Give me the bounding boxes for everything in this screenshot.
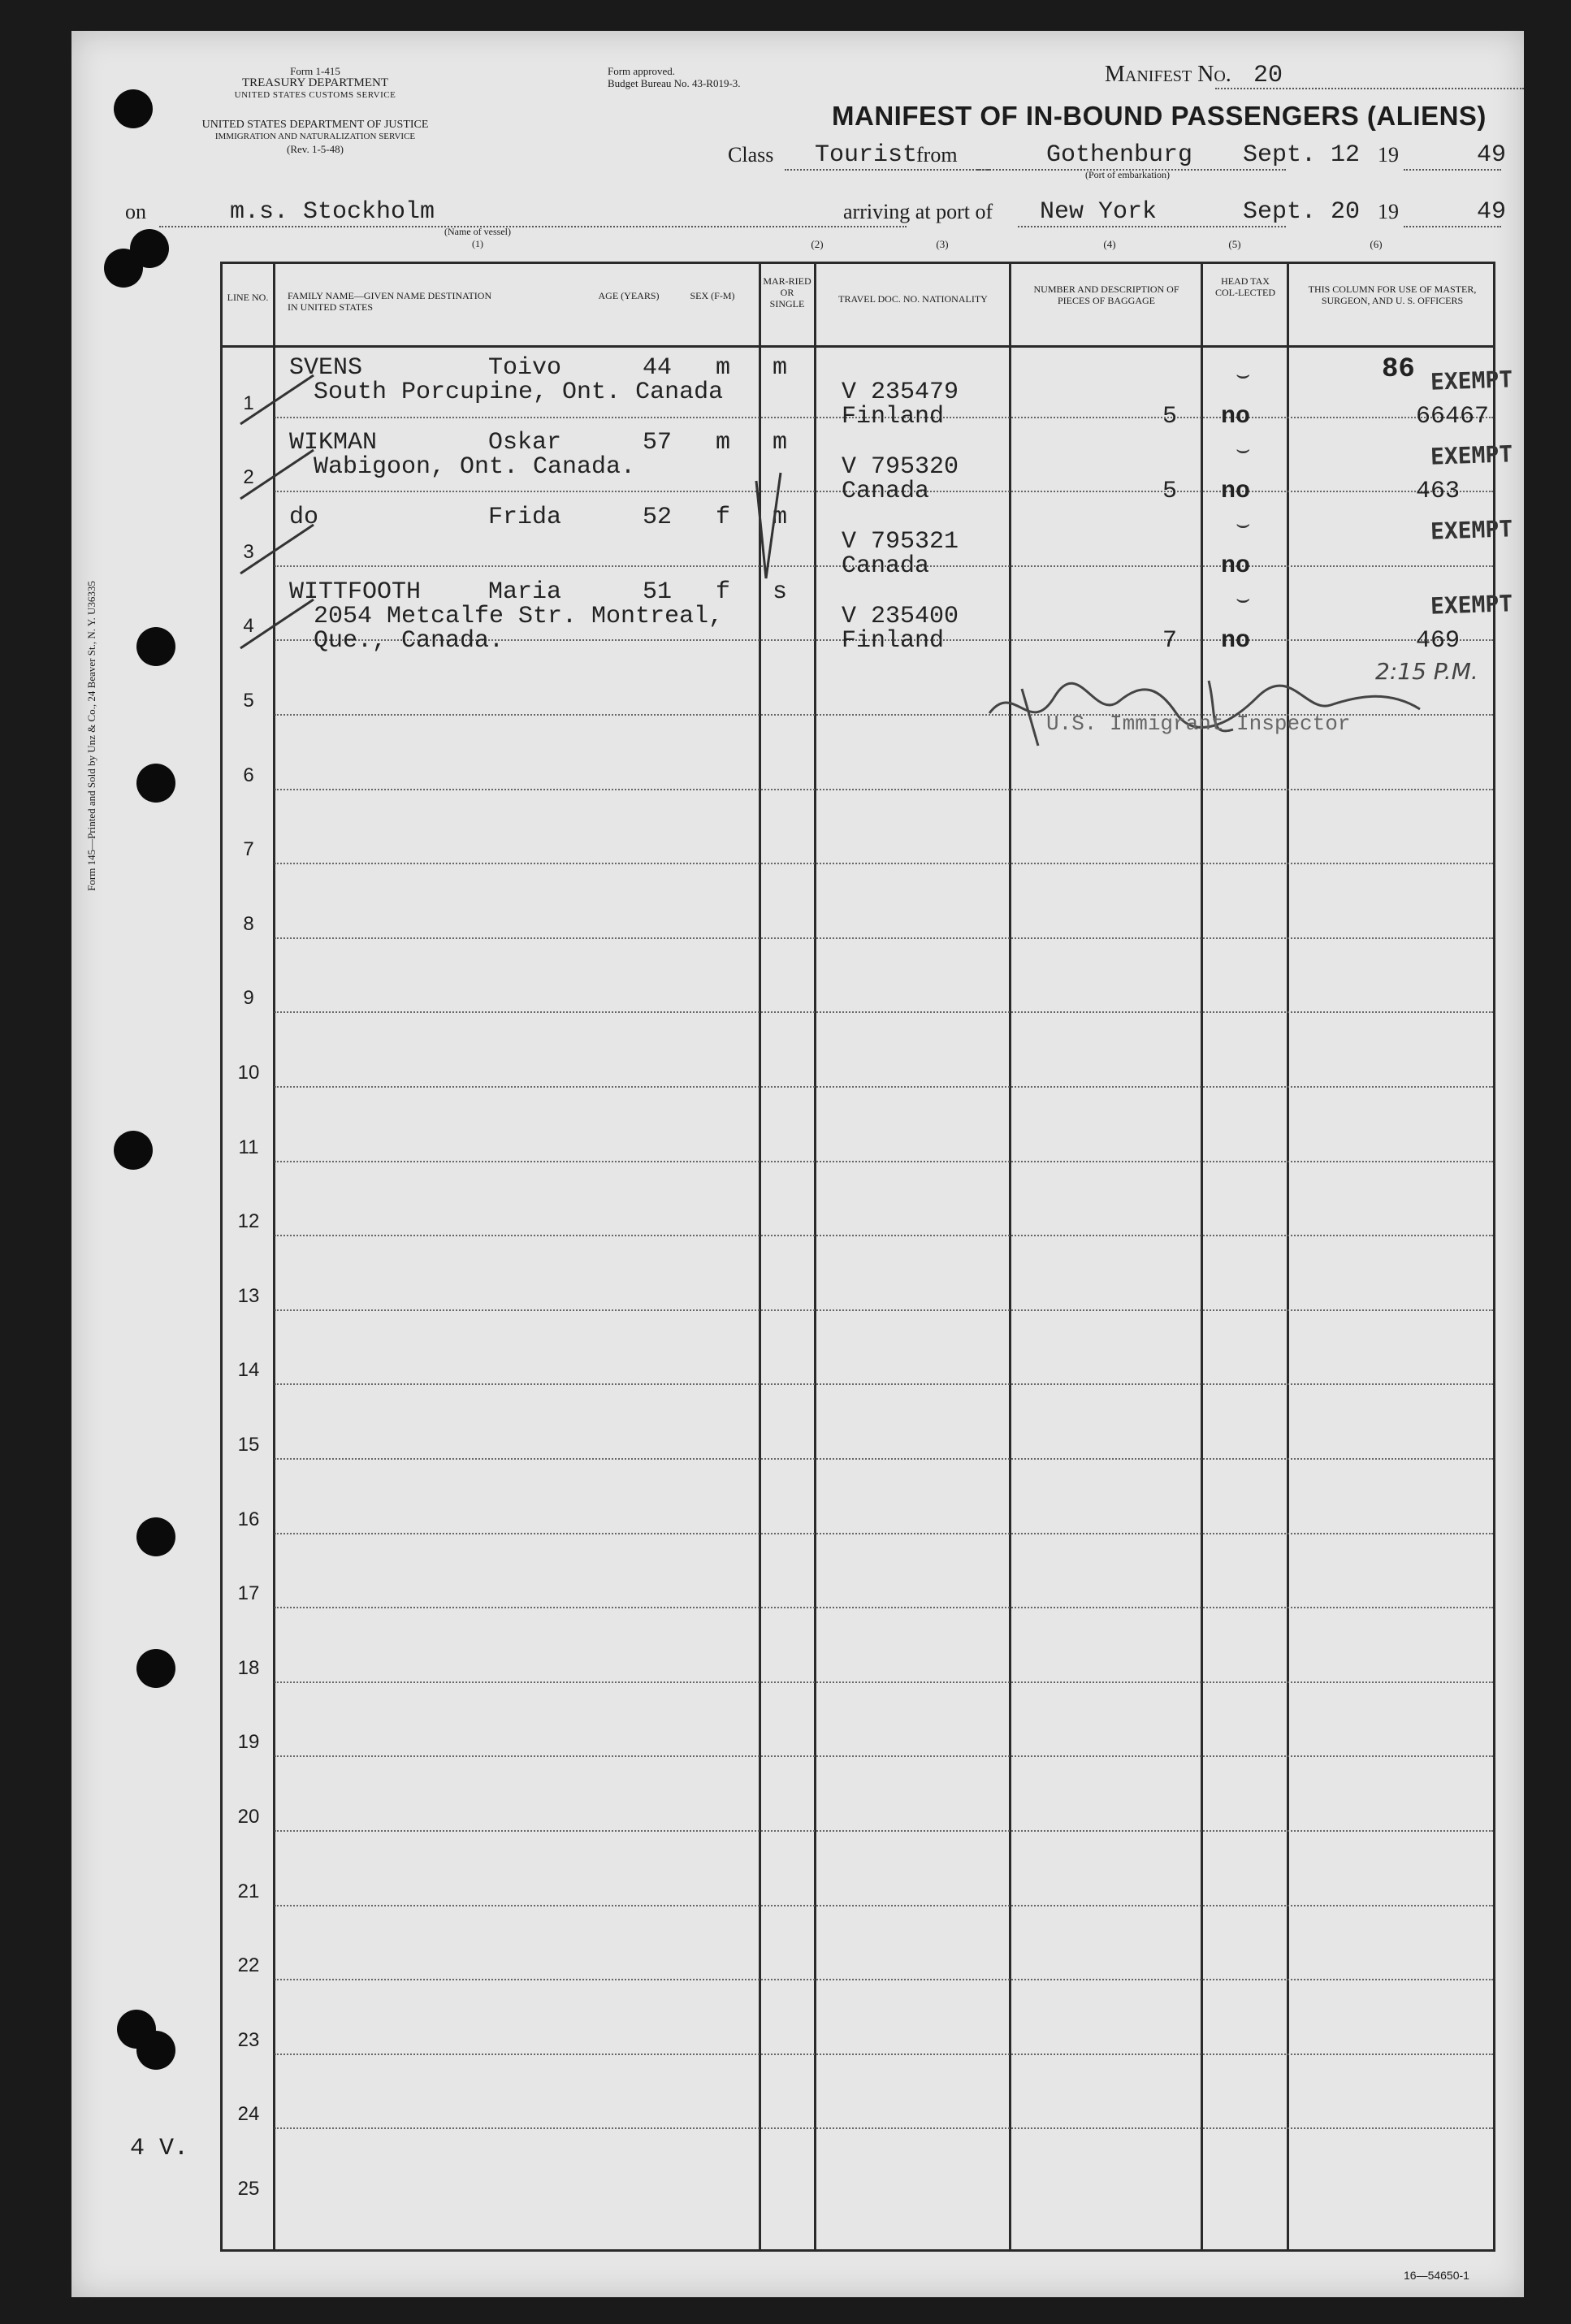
row-guide-line bbox=[275, 1755, 1493, 1757]
age: 52 bbox=[643, 504, 673, 531]
given-name: Oskar bbox=[488, 429, 562, 457]
line-number: 24 bbox=[237, 2103, 260, 2126]
check-mark: ⌣ bbox=[1236, 586, 1251, 612]
sex: f bbox=[716, 504, 731, 531]
tick-mark bbox=[240, 375, 314, 424]
entry-tick-marks bbox=[236, 343, 399, 716]
sex: m bbox=[716, 429, 731, 457]
officer-note: 66467 bbox=[1416, 403, 1490, 431]
travel-doc-number: V 795321 bbox=[842, 528, 959, 556]
class-value: Tourist bbox=[815, 141, 918, 169]
line-number: 2 bbox=[243, 466, 254, 489]
line-number: 9 bbox=[243, 987, 254, 1010]
officer-note: 463 bbox=[1416, 478, 1461, 505]
line-number: 21 bbox=[237, 1880, 260, 1902]
header-name: FAMILY NAME—GIVEN NAME DESTINATION IN UNITED STATES bbox=[288, 290, 492, 313]
destination: 2054 Metcalfe Str. Montreal, bbox=[314, 603, 724, 630]
row-guide-line bbox=[275, 1235, 1493, 1236]
destination: South Porcupine, Ont. Canada bbox=[314, 379, 724, 406]
exempt-stamp: EXEMPT bbox=[1430, 440, 1513, 470]
line-number: 14 bbox=[237, 1359, 260, 1382]
given-name: Maria bbox=[488, 578, 562, 606]
binder-hole bbox=[136, 764, 175, 803]
header-age: AGE (YEARS) bbox=[598, 290, 660, 301]
on-label: on bbox=[125, 200, 146, 223]
line-number: 1 bbox=[243, 392, 254, 414]
line-number: 13 bbox=[237, 1284, 260, 1307]
line-number: 11 bbox=[238, 1136, 259, 1158]
column-number-4: (4) bbox=[1103, 238, 1116, 250]
family-name: WIKMAN bbox=[289, 429, 378, 457]
marital-status: m bbox=[773, 429, 788, 457]
row-guide-line bbox=[275, 1607, 1493, 1608]
arrival-year: 49 bbox=[1477, 198, 1507, 226]
arriving-label: arriving at port of bbox=[843, 200, 993, 223]
line-number: 17 bbox=[237, 1582, 260, 1605]
header-married: MAR-RIED OR SINGLE bbox=[763, 275, 811, 309]
row-guide-line bbox=[275, 1533, 1493, 1534]
line-number: 4 bbox=[243, 615, 254, 638]
form-number: Form 1-415 bbox=[290, 65, 340, 77]
line-number: 12 bbox=[237, 1210, 260, 1233]
age-annotation-mark bbox=[748, 465, 797, 595]
header-line-no: LINE NO. bbox=[227, 292, 269, 303]
destination-line-2: Que., Canada. bbox=[314, 627, 504, 655]
row-guide-line bbox=[275, 1458, 1493, 1460]
row-guide-line bbox=[275, 1086, 1493, 1088]
line-number: 3 bbox=[243, 540, 254, 563]
depart-year: 49 bbox=[1477, 141, 1507, 169]
row-guide-line bbox=[275, 1681, 1493, 1683]
revision-label: (Rev. 1-5-48) bbox=[287, 143, 344, 155]
baggage-count: 5 bbox=[1162, 478, 1178, 505]
line-number: 8 bbox=[243, 912, 254, 935]
vessel-name: m.s. Stockholm bbox=[230, 198, 435, 226]
line-number: 5 bbox=[243, 690, 254, 712]
header-travel-doc: TRAVEL DOC. NO. NATIONALITY bbox=[838, 293, 988, 305]
exempt-stamp: EXEMPT bbox=[1430, 366, 1513, 396]
nationality: Canada bbox=[842, 478, 930, 505]
sex: f bbox=[716, 578, 731, 606]
ins-label: IMMIGRATION AND NATURALIZATION SERVICE bbox=[214, 132, 416, 141]
arrival-year-line bbox=[1404, 226, 1501, 227]
manifest-number-label: Manifest No. bbox=[1105, 62, 1231, 87]
family-name: do bbox=[289, 504, 319, 531]
head-tax: no bbox=[1221, 478, 1251, 505]
col-divider-headtax bbox=[1201, 264, 1203, 2249]
row-guide-line bbox=[275, 1161, 1493, 1162]
binder-hole bbox=[104, 249, 143, 288]
officer-number: 86 bbox=[1382, 354, 1415, 385]
class-line bbox=[785, 169, 989, 171]
row-guide-line bbox=[275, 1979, 1493, 1980]
col-divider-baggage bbox=[1009, 264, 1011, 2249]
binder-hole bbox=[136, 627, 175, 666]
travel-doc-number: V 795320 bbox=[842, 453, 959, 481]
binder-hole bbox=[136, 2031, 175, 2070]
row-guide-line bbox=[275, 2054, 1493, 2055]
travel-doc-number: V 235479 bbox=[842, 379, 959, 406]
line-number: 6 bbox=[243, 764, 254, 786]
baggage-count: 7 bbox=[1162, 627, 1178, 655]
signature-time: 2:15 P.M. bbox=[1375, 658, 1478, 685]
line-number: 15 bbox=[237, 1434, 260, 1456]
officer-note: 469 bbox=[1416, 627, 1461, 655]
budget-bureau-label: Budget Bureau No. 43-R019-3. bbox=[608, 77, 741, 89]
binder-hole bbox=[114, 89, 153, 128]
age: 51 bbox=[643, 578, 673, 606]
marital-status: m bbox=[773, 504, 788, 531]
header-baggage: NUMBER AND DESCRIPTION OF PIECES OF BAGGAGE bbox=[1033, 283, 1179, 306]
exempt-stamp: EXEMPT bbox=[1430, 515, 1513, 545]
arrival-port-line bbox=[1018, 226, 1286, 227]
customs-label: UNITED STATES CUSTOMS SERVICE bbox=[234, 90, 396, 100]
row-guide-line bbox=[275, 863, 1493, 864]
line-number: 18 bbox=[237, 1656, 260, 1679]
port-of-embarkation: Gothenburg bbox=[1046, 141, 1193, 169]
header-officers: THIS COLUMN FOR USE OF MASTER, SURGEON, AND U. S. OFFICERS bbox=[1308, 283, 1477, 306]
row-guide-line bbox=[275, 789, 1493, 790]
line-number: 7 bbox=[243, 838, 254, 861]
baggage-count: 5 bbox=[1162, 403, 1178, 431]
age: 44 bbox=[643, 354, 673, 382]
port-caption: (Port of embarkation) bbox=[1085, 169, 1170, 180]
binder-hole bbox=[114, 1131, 153, 1170]
marital-status: s bbox=[773, 578, 788, 606]
nationality: Finland bbox=[842, 403, 945, 431]
vessel-caption: (Name of vessel) bbox=[444, 226, 511, 237]
manifest-number: 20 bbox=[1253, 62, 1283, 89]
from-label: from bbox=[916, 143, 958, 167]
col-divider-travel bbox=[814, 264, 816, 2249]
row-guide-line bbox=[275, 1383, 1493, 1385]
bottom-note: 4 V. bbox=[130, 2135, 189, 2162]
head-tax: no bbox=[1221, 403, 1251, 431]
check-mark: ⌣ bbox=[1236, 437, 1251, 462]
line-number: 19 bbox=[237, 1731, 260, 1754]
header-head-tax: HEAD TAX COL-LECTED bbox=[1215, 275, 1275, 298]
family-name: WITTFOOTH bbox=[289, 578, 422, 606]
column-number-6: (6) bbox=[1370, 238, 1383, 250]
marital-status: m bbox=[773, 354, 788, 382]
row-guide-line bbox=[275, 937, 1493, 939]
inspector-caption: U.S. Immigrant Inspector bbox=[1046, 712, 1351, 736]
destination: Wabigoon, Ont. Canada. bbox=[314, 453, 636, 481]
head-tax: no bbox=[1221, 552, 1251, 580]
row-guide-line bbox=[275, 1309, 1493, 1311]
line-number: 10 bbox=[237, 1062, 260, 1084]
binder-hole bbox=[136, 1649, 175, 1688]
line-number: 22 bbox=[237, 1954, 260, 1977]
row-guide-line bbox=[275, 1905, 1493, 1906]
form-approved-label: Form approved. bbox=[608, 65, 676, 77]
footer-code: 16—54650-1 bbox=[1404, 2269, 1469, 2282]
justice-label: UNITED STATES DEPARTMENT OF JUSTICE bbox=[201, 119, 429, 131]
header-sex: SEX (F-M) bbox=[690, 290, 735, 301]
row-guide-line bbox=[275, 2127, 1493, 2129]
depart-year-line bbox=[1404, 169, 1501, 171]
arrival-year-prefix: 19 bbox=[1378, 200, 1399, 223]
row-guide-line bbox=[275, 1011, 1493, 1013]
check-mark: ⌣ bbox=[1236, 362, 1251, 387]
check-mark: ⌣ bbox=[1236, 512, 1251, 537]
line-number: 16 bbox=[237, 1508, 260, 1530]
manifest-page bbox=[71, 31, 1524, 2297]
header-divider bbox=[223, 345, 1493, 348]
depart-date: Sept. 12 bbox=[1243, 141, 1361, 169]
given-name: Toivo bbox=[488, 354, 562, 382]
tick-mark bbox=[240, 525, 314, 573]
nationality: Canada bbox=[842, 552, 930, 580]
depart-year-prefix: 19 bbox=[1378, 143, 1399, 167]
binder-hole bbox=[136, 1517, 175, 1556]
row-guide-line bbox=[275, 1830, 1493, 1832]
vessel-column-number: (1) bbox=[472, 238, 483, 249]
class-label: Class bbox=[728, 143, 774, 167]
line-number: 25 bbox=[237, 2178, 260, 2200]
travel-doc-number: V 235400 bbox=[842, 603, 959, 630]
column-number-2: (2) bbox=[811, 238, 824, 250]
line-number: 20 bbox=[237, 1806, 260, 1828]
sex: m bbox=[716, 354, 731, 382]
column-number-3: (3) bbox=[936, 238, 949, 250]
manifest-title: MANIFEST OF IN-BOUND PASSENGERS (ALIENS) bbox=[832, 101, 1487, 131]
col-divider-officers bbox=[1287, 264, 1289, 2249]
tick-mark bbox=[240, 599, 314, 648]
age: 57 bbox=[643, 429, 673, 457]
arrival-date: Sept. 20 bbox=[1243, 198, 1361, 226]
family-name: SVENS bbox=[289, 354, 363, 382]
arrival-port: New York bbox=[1040, 198, 1158, 226]
given-name: Frida bbox=[488, 504, 562, 531]
treasury-label: TREASURY DEPARTMENT bbox=[241, 76, 389, 89]
printer-imprint: Form 145—Printed and Sold by Unz & Co., 24 Beaver St., N. Y. U36335 bbox=[85, 581, 97, 891]
head-tax: no bbox=[1221, 627, 1251, 655]
exempt-stamp: EXEMPT bbox=[1430, 590, 1513, 620]
nationality: Finland bbox=[842, 627, 945, 655]
line-number: 23 bbox=[237, 2028, 260, 2051]
column-number-5: (5) bbox=[1228, 238, 1241, 250]
tick-mark bbox=[240, 450, 314, 499]
